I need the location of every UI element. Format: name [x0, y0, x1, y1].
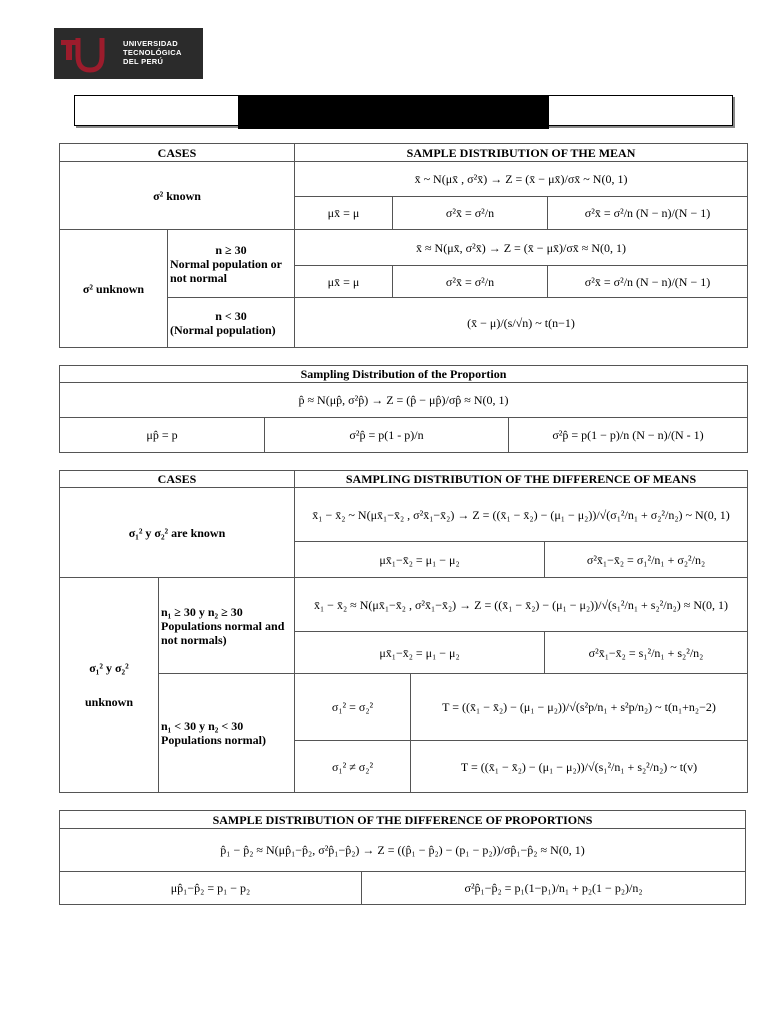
variance-infinite-2: σ²x̄ = σ²/n	[393, 266, 548, 298]
large-sample-case	[168, 230, 295, 298]
small-samples-label: Populations normal)	[161, 733, 267, 747]
utp-logo-icon	[58, 32, 112, 75]
logo-line-3: DEL PERÚ	[123, 57, 164, 66]
mean-equality: μx̄ = μ	[295, 197, 393, 230]
unknown-distribution-formula: x̄ ≈ N(μx̄, σ²x̄) → Z = (x̄ − μx̄)/σx̄ ≈ N(0, 1)	[295, 230, 748, 266]
proportion-distribution-table	[59, 365, 748, 453]
unknown-word: unknown	[84, 695, 134, 709]
logo-text	[123, 39, 182, 66]
difference-proportions-mean: μp̂₁−p̂₂ = p₁ − p₂	[60, 872, 362, 905]
known-difference-formula: x̄₁ − x̄₂ ~ N(μx̄₁−x̄₂ , σ²x̄₁−x̄₂) → Z = ((x̄₁ − x̄₂) − (μ₁ − μ₂))/√(σ₁²/n₁ + σ₂²/n₂) ~ N(0, 1)	[295, 488, 748, 542]
large-samples-label: Populations normal and not normals)	[161, 618, 285, 647]
difference-proportions-title: SAMPLE DISTRIBUTION OF THE DIFFERENCE OF PROPORTIONS	[60, 811, 746, 829]
known-variances-case: σ₁² y σ₂² are known	[60, 488, 295, 578]
distribution-header: SAMPLE DISTRIBUTION OF THE MEAN	[295, 144, 748, 162]
unknown-difference-formula: x̄₁ − x̄₂ ≈ N(μx̄₁−x̄₂ , σ²x̄₁−x̄₂) → Z = ((x̄₁ − x̄₂) − (μ₁ − μ₂))/√(s₁²/n₁ + s₂²/n₂) ≈ N(0, 1)	[295, 578, 748, 632]
difference-variance: σ²x̄₁−x̄₂ = σ₁²/n₁ + σ₂²/n₂	[545, 542, 748, 578]
difference-variance-2: σ²x̄₁−x̄₂ = s₁²/n₁ + s₂²/n₂	[545, 632, 748, 674]
t-distribution-formula: (x̄ − μ)/(s/√n) ~ t(n−1)	[295, 298, 748, 348]
unequal-variances-formula: T = ((x̄₁ − x̄₂) − (μ₁ − μ₂))/√(s₁²/n₁ + s₂²/n₂) ~ t(v)	[411, 741, 748, 793]
logo-line-2: TECNOLÓGICA	[123, 48, 182, 57]
unknown-variance-case: σ² unknown	[60, 230, 168, 348]
mean-distribution-table	[59, 143, 748, 348]
large-n-condition: n ≥ 30	[215, 242, 247, 257]
known-variance-case: σ² known	[60, 162, 295, 230]
unknown-variances-label: σ₁² y σ₂²	[89, 661, 129, 675]
difference-means-header: SAMPLING DISTRIBUTION OF THE DIFFERENCE OF MEANS	[295, 471, 748, 488]
large-population-label: Normal population or not normal	[170, 256, 282, 285]
cases-header: CASES	[60, 144, 295, 162]
proportion-variance-finite: σ²p̂ = p(1 − p)/n (N − n)/(N - 1)	[509, 418, 748, 453]
proportion-distribution-formula: p̂ ≈ N(μp̂, σ²p̂) → Z = (p̂ − μp̂)/σp̂ ≈ N(0, 1)	[60, 383, 748, 418]
difference-mean-equality: μx̄₁−x̄₂ = μ₁ − μ₂	[295, 542, 545, 578]
cases-header-2: CASES	[60, 471, 295, 488]
small-samples-condition: n₁ < 30 y n₂ < 30	[161, 719, 244, 733]
difference-proportions-variance: σ²p̂₁−p̂₂ = p₁(1−p₁)/n₁ + p₂(1 − p₂)/n₂	[362, 872, 746, 905]
known-distribution-formula: x̄ ~ N(μx̄ , σ²x̄) → Z = (x̄ − μx̄)/σx̄ ~ N(0, 1)	[295, 162, 748, 197]
proportion-variance-infinite: σ²p̂ = p(1 - p)/n	[265, 418, 509, 453]
proportion-mean-equality: μp̂ = p	[60, 418, 265, 453]
large-samples-case	[159, 578, 295, 674]
variance-infinite: σ²x̄ = σ²/n	[393, 197, 548, 230]
university-logo	[54, 28, 203, 79]
difference-of-proportions-table	[59, 810, 746, 905]
difference-of-means-table	[59, 470, 748, 793]
unequal-variances-condition: σ₁² ≠ σ₂²	[295, 741, 411, 793]
large-samples-condition: n₁ ≥ 30 y n₂ ≥ 30	[161, 604, 243, 619]
small-population-label: (Normal population)	[170, 322, 276, 337]
equal-variances-condition: σ₁² = σ₂²	[295, 674, 411, 741]
logo-line-1: UNIVERSIDAD	[123, 39, 178, 48]
mean-equality-2: μx̄ = μ	[295, 266, 393, 298]
small-sample-case	[168, 298, 295, 348]
title-block	[238, 95, 549, 129]
equal-variances-formula: T = ((x̄₁ − x̄₂) − (μ₁ − μ₂))/√(s²p/n₁ + s²p/n₂) ~ t(n₁+n₂−2)	[411, 674, 748, 741]
proportion-title: Sampling Distribution of the Proportion	[60, 366, 748, 383]
variance-finite: σ²x̄ = σ²/n (N − n)/(N − 1)	[548, 197, 748, 230]
small-samples-case	[159, 674, 295, 793]
difference-proportions-formula: p̂₁ − p̂₂ ≈ N(μp̂₁−p̂₂, σ²p̂₁−p̂₂) → Z = ((p̂₁ − p̂₂) − (p₁ − p₂))/σp̂₁−p̂₂ ≈ N(0, 1)	[60, 829, 746, 872]
unknown-variances-case	[60, 578, 159, 793]
difference-mean-equality-2: μx̄₁−x̄₂ = μ₁ − μ₂	[295, 632, 545, 674]
variance-finite-2: σ²x̄ = σ²/n (N − n)/(N − 1)	[548, 266, 748, 298]
small-n-condition: n < 30	[215, 308, 247, 323]
